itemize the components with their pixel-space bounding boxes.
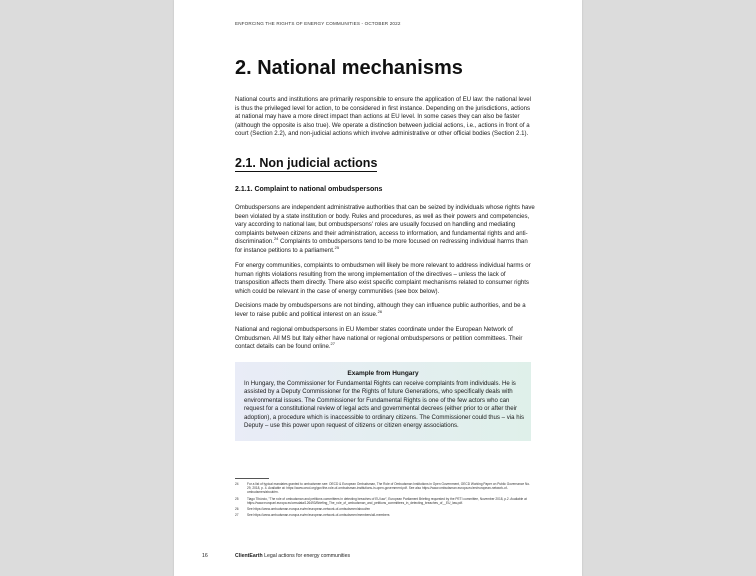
paragraph-network — [235, 326, 535, 352]
subsubsection-title: 2.1.1. Complaint to national ombudspersons — [235, 186, 383, 193]
footer-tagline: Legal actions for energy communities — [264, 553, 351, 559]
section-title: 2. National mechanisms — [235, 57, 463, 79]
footnote-text: See https://www.ombudsman.europa.eu/en/european-network-of-ombudsmen/about/en — [247, 507, 371, 512]
running-header: ENFORCING THE RIGHTS OF ENERGY COMMUNITIES - OCTOBER 2022 — [235, 21, 401, 26]
footnote-ref[interactable]: 26 — [377, 308, 383, 314]
footnote-number: 25 — [235, 496, 239, 501]
paragraph-decisions — [235, 302, 535, 319]
footer-brand — [235, 553, 350, 559]
footnote-number: 27 — [235, 513, 239, 518]
footnote-number: 26 — [235, 507, 239, 512]
page-number: 16 — [202, 553, 208, 559]
footnote-divider — [235, 478, 269, 479]
paragraph-energy-communities: For energy communities, complaints to ombudsmen will likely be more relevant to address individual harms or human rights violations resulting from the wrong implementation of the directives – unless the lack of transposition affects them directly. There also exist specific complaint mechanisms related to consumer rights which could be relevant in the case of energy communities (see box below). — [235, 262, 531, 295]
paragraph-text: Complaints to ombudspersons tend to be more focused on redressing individual harms than for instance petitions to a parliament. — [235, 238, 528, 254]
footnote-text: Tiago Tibúrcio, "The role of ombudsman and petitions committees in detecting breaches of EU law", European Parliament Briefing requested by the PETI committee, November 2018, p.2. Available at https://www.europarl.europa.eu/cmsdata/126493/Briefing_The_role_of_ombudsman_and_petitions_committees_in_detecting_breaches_of__EU_law.pdf. — [247, 496, 527, 505]
footnote-text: For a list of typical mandates granted to ombudsmen see: OECD & European Ombudsman, The Role of Ombudsman Institutions in Open Government, OECD Working Paper on Public Governance No. 29, 2018, p. 4. Available at: https://www.oecd.org/gov/the-role-of-ombudsman-institutions-in-open-government.pdf. See also https://www.ombudsman.europa.eu/en/european-network-of-ombudsmen/about/en. — [247, 482, 530, 495]
footnote — [235, 497, 535, 505]
footnote-ref[interactable]: 24 — [273, 235, 279, 241]
footnotes — [235, 482, 535, 519]
paragraph-text: Ombudspersons are independent administrative authorities that can be seized by individuals whose rights have been violated by a state institution or body. Rules and procedures, as well as their powers and competencies, vary according to national law, but ombudspersons' roles are usually focused on handling and mediating complaints between citizens and their administration, access to information, and fundamental rights and anti-discrimination. — [235, 204, 535, 245]
footnote — [235, 513, 535, 517]
document-page — [174, 0, 582, 576]
footnote — [235, 482, 535, 495]
footnote-text: See https://www.ombudsman.europa.eu/en/european-network-of-ombudsmen/members/all-members — [247, 513, 390, 518]
footnote-ref[interactable]: 27 — [330, 340, 335, 346]
footnote-ref[interactable]: 25 — [334, 244, 340, 250]
example-box-text: In Hungary, the Commissioner for Fundamental Rights can receive complaints from individuals. He is assisted by a Deputy Commissioner for the Rights of future Generations, who specifically deals with environmental issues. The Commissioner for Fundamental Rights is one of the few actors who can request for a constitutional review of legal acts and governmental decrees (either prior to or after their adoption), a procedure which is inaccessible to ordinary citizens. The Commissioner could thus – via his Deputy – use this power upon request of citizens or citizen energy associations. — [244, 380, 524, 430]
example-box — [235, 362, 531, 441]
subsection-title: 2.1. Non judicial actions — [235, 156, 378, 170]
paragraph-ombudspersons — [235, 204, 535, 255]
footnote — [235, 507, 535, 511]
intro-paragraph: National courts and institutions are primarily responsible to ensure the application of EU law: the national level is thus the privileged level for action, to be considered in first instance. Depending on the jurisdictions, actions at national may have a more direct impact than actions at EU level. In some cases they can also be faster (although the opposite is also true). We operate a distinction between judicial actions, i.e., actions in front of a court (Section 2.2), and non-judicial actions which involve administrative or other official bodies (Section 2.1). — [235, 96, 532, 137]
example-box-title: Example from Hungary — [347, 370, 419, 377]
footnote-number: 24 — [235, 482, 239, 486]
paragraph-text: Decisions made by ombudspersons are not binding, although they can influence public authorities, and be a lever to raise public and political interest on an issue. — [235, 302, 526, 318]
paragraph-text: National and regional ombudspersons in EU Member states coordinate under the European Network of Ombudsmen. All MS but Italy either have national or regional ombudspersons or petition committees. Their contact details can be found online. — [235, 326, 523, 350]
brand-name: ClientEarth — [235, 553, 263, 559]
